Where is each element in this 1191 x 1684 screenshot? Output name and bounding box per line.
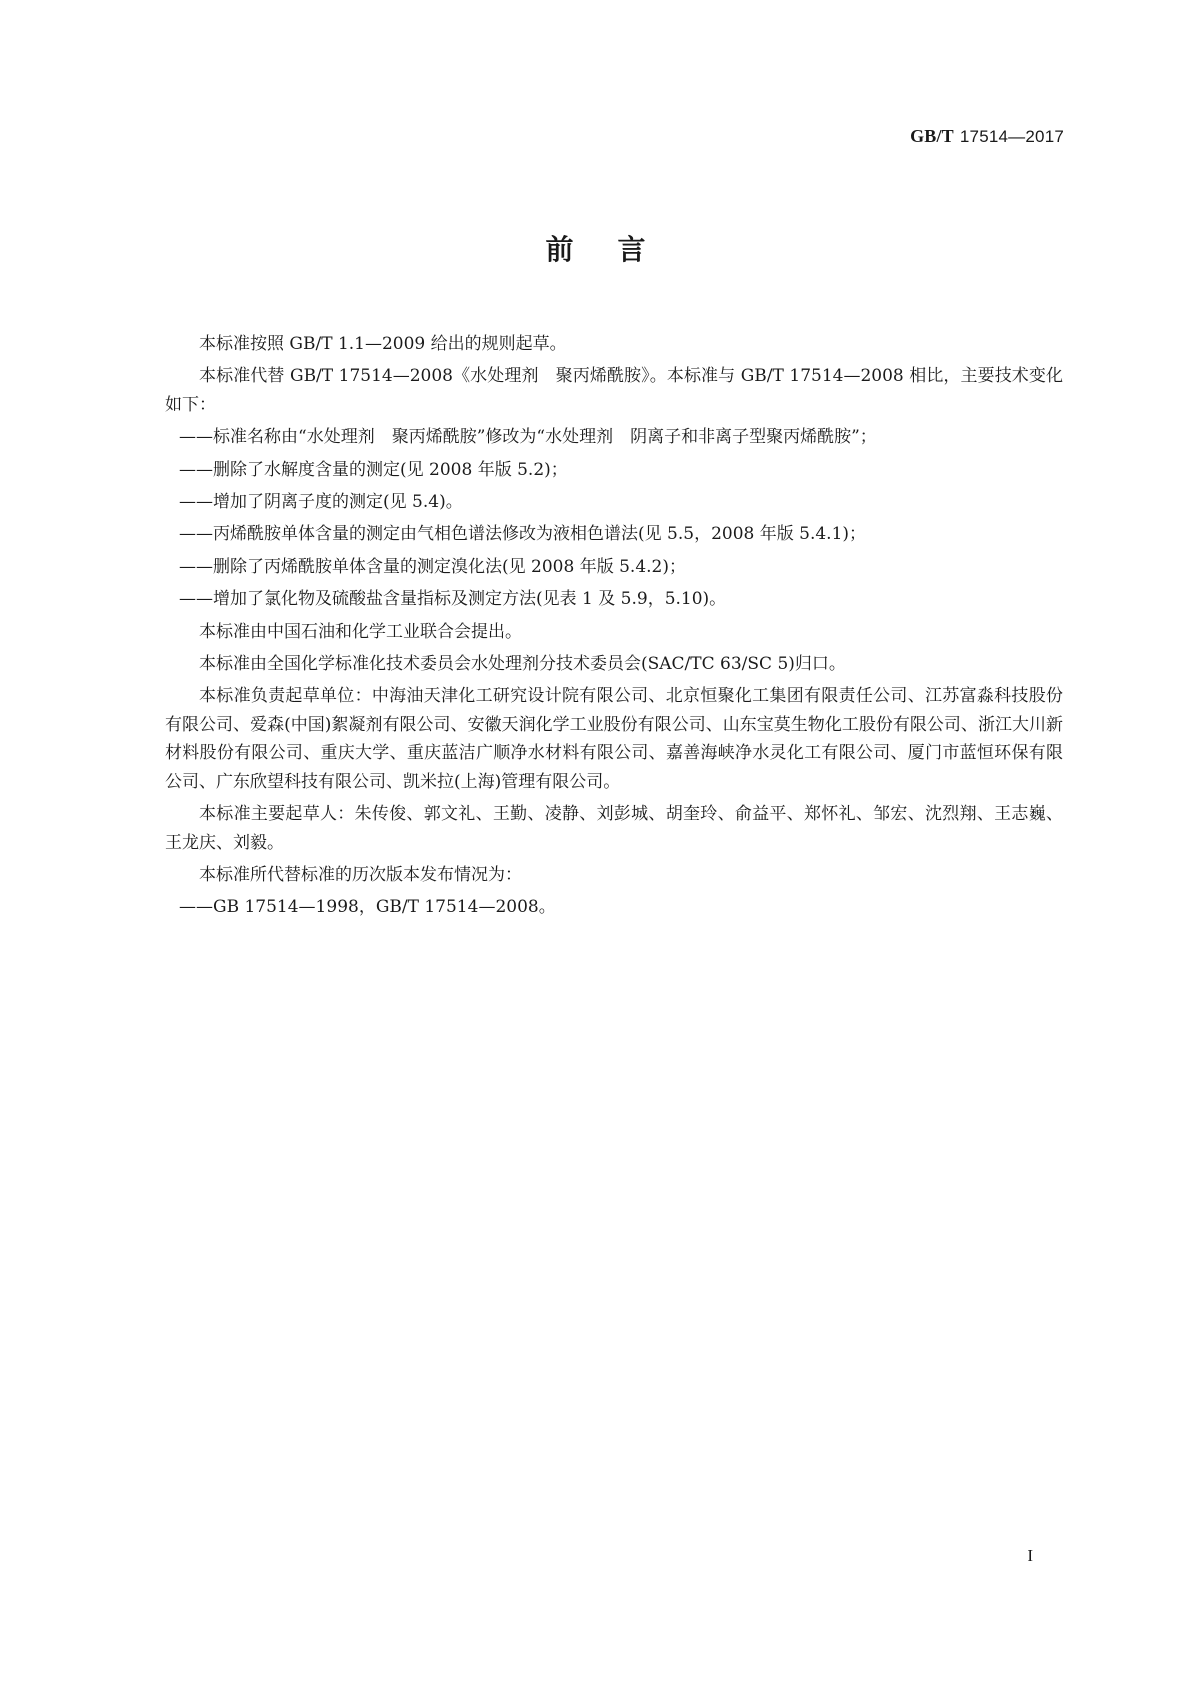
- foreword-body: [165, 330, 1063, 926]
- paragraph-drafting-units: 本标准负责起草单位：中海油天津化工研究设计院有限公司、北京恒聚化工集团有限责任公司、江苏富淼科技股份有限公司、爱森(中国)絮凝剂有限公司、安徽天润化学工业股份有限公司、山东宝莫生物化工股份有限公司、浙江大川新材料股份有限公司、重庆大学、重庆蓝洁广顺净水材料有限公司、嘉善海峡净水灵化工有限公司、厦门市蓝恒环保有限公司、广东欣望科技有限公司、凯米拉(上海)管理有限公司。: [165, 686, 1063, 792]
- paragraph-proposer: 本标准由中国石油和化学工业联合会提出。: [199, 621, 522, 642]
- paragraph-drafters: 本标准主要起草人：朱传俊、郭文礼、王勤、凌静、刘彭城、胡奎玲、俞益平、郑怀礼、邹宏、沈烈翔、王志巍、王龙庆、刘毅。: [165, 804, 1063, 853]
- list-item-change: ——标准名称由“水处理剂 聚丙烯酰胺”修改为“水处理剂 阴离子和非离子型聚丙烯酰胺”；: [179, 427, 877, 448]
- page-number: I: [1027, 1546, 1033, 1565]
- standard-code: [910, 126, 1064, 147]
- paragraph-administrator: 本标准由全国化学标准化技术委员会水处理剂分技术委员会(SAC/TC 63/SC 5)归口。: [199, 654, 846, 675]
- paragraph-replacement: 本标准代替 GB/T 17514—2008《水处理剂 聚丙烯酰胺》。本标准与 GB/T 17514—2008 相比，主要技术变化如下：: [165, 366, 1063, 415]
- list-item-change: ——删除了丙烯酰胺单体含量的测定溴化法(见 2008 年版 5.4.2)；: [179, 556, 686, 577]
- page-title: 前言: [545, 233, 690, 266]
- paragraph-drafting-rules: 本标准按照 GB/T 1.1—2009 给出的规则起草。: [199, 334, 567, 354]
- list-item-change: ——增加了阴离子度的测定(见 5.4)。: [179, 492, 463, 513]
- list-item-change: ——删除了水解度含量的测定(见 2008 年版 5.2)；: [179, 459, 568, 480]
- list-item-history: ——GB 17514—1998，GB/T 17514—2008。: [179, 897, 556, 918]
- standard-prefix: GB/T: [910, 126, 954, 146]
- paragraph-history: 本标准所代替标准的历次版本发布情况为：: [199, 864, 522, 885]
- list-item-change: ——增加了氯化物及硫酸盐含量指标及测定方法(见表 1 及 5.9，5.10)。: [179, 589, 727, 610]
- standard-number: 17514—2017: [959, 127, 1064, 146]
- list-item-change: ——丙烯酰胺单体含量的测定由气相色谱法修改为液相色谱法(见 5.5，2008 年版 5.4.1)；: [179, 524, 867, 545]
